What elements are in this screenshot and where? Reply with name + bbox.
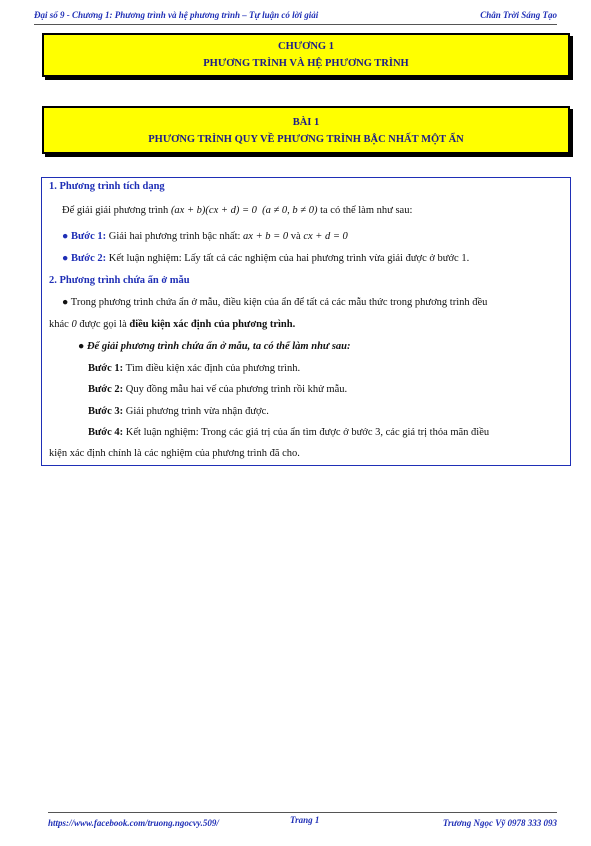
footer-divider bbox=[48, 812, 557, 813]
header-left-text: Đại số 9 - Chương 1: Phương trình và hệ phương trình – Tự luận có lời giải bbox=[34, 10, 319, 20]
section2-step4: Bước 4: Kết luận nghiệm: Trong các giá trị của ẩn tìm được ở bước 3, các giá trị thỏa mãn điều bbox=[88, 427, 490, 438]
bullet-icon: ● bbox=[78, 341, 85, 352]
section2-title: 2. Phương trình chứa ẩn ở mẫu bbox=[49, 275, 190, 286]
section1-intro: Để giải giải phương trình (ax + b)(cx + d) = 0 (a ≠ 0, b ≠ 0) ta có thể làm như sau: bbox=[62, 205, 413, 216]
theory-box bbox=[41, 177, 571, 466]
page-header bbox=[34, 10, 557, 28]
footer-link[interactable]: https://www.facebook.com/truong.ngocvy.509/ bbox=[48, 818, 219, 828]
bullet-icon: ● bbox=[62, 231, 69, 242]
product-equation: (ax + b)(cx + d) = 0 bbox=[170, 205, 257, 216]
chapter-title: PHƯƠNG TRÌNH VÀ HỆ PHƯƠNG TRÌNH bbox=[203, 58, 409, 69]
section2-step2: Bước 2: Quy đồng mẫu hai vế của phương trình rồi khử mẫu. bbox=[88, 384, 348, 395]
section1-step2: ● Bước 2: Kết luận nghiệm: Lấy tất cả các nghiệm của hai phương trình vừa giải được ở bước 1. bbox=[62, 253, 470, 264]
header-divider bbox=[34, 24, 557, 25]
lesson-title-box bbox=[42, 106, 570, 154]
section2-para-line1: ● Trong phương trình chứa ẩn ở mẫu, điều kiện của ẩn để tất cả các mẫu thức trong phương trình đều bbox=[62, 297, 488, 308]
equation-condition: (a ≠ 0, b ≠ 0) bbox=[262, 205, 318, 216]
section2-step4-continued: kiện xác định chính là các nghiệm của phương trình đã cho. bbox=[49, 448, 300, 459]
bullet-icon: ● bbox=[62, 253, 69, 264]
lesson-title: PHƯƠNG TRÌNH QUY VỀ PHƯƠNG TRÌNH BẬC NHẤT MỘT ẨN bbox=[148, 134, 464, 145]
header-right-text: Chân Trời Sáng Tạo bbox=[480, 10, 557, 20]
chapter-title-box bbox=[42, 33, 570, 77]
section2-step1: Bước 1: Tìm điều kiện xác định của phương trình. bbox=[88, 363, 301, 374]
lesson-number: BÀI 1 bbox=[292, 117, 320, 128]
section1-step1: ● Bước 1: Giải hai phương trình bậc nhất: ax + b = 0 và cx + d = 0 bbox=[62, 231, 348, 242]
section2-howto: ● Để giải phương trình chứa ẩn ở mẫu, ta có thể làm như sau: bbox=[78, 341, 351, 352]
page-number: Trang 1 bbox=[290, 815, 320, 825]
section1-title: 1. Phương trình tích dạng bbox=[49, 181, 165, 192]
section2-step3: Bước 3: Giải phương trình vừa nhận được. bbox=[88, 406, 269, 417]
chapter-number: CHƯƠNG 1 bbox=[278, 41, 334, 52]
section2-para-line2: khác 0 được gọi là điều kiện xác định của phương trình. bbox=[49, 319, 296, 330]
footer-author: Trương Ngọc Vỹ 0978 333 093 bbox=[442, 818, 557, 828]
